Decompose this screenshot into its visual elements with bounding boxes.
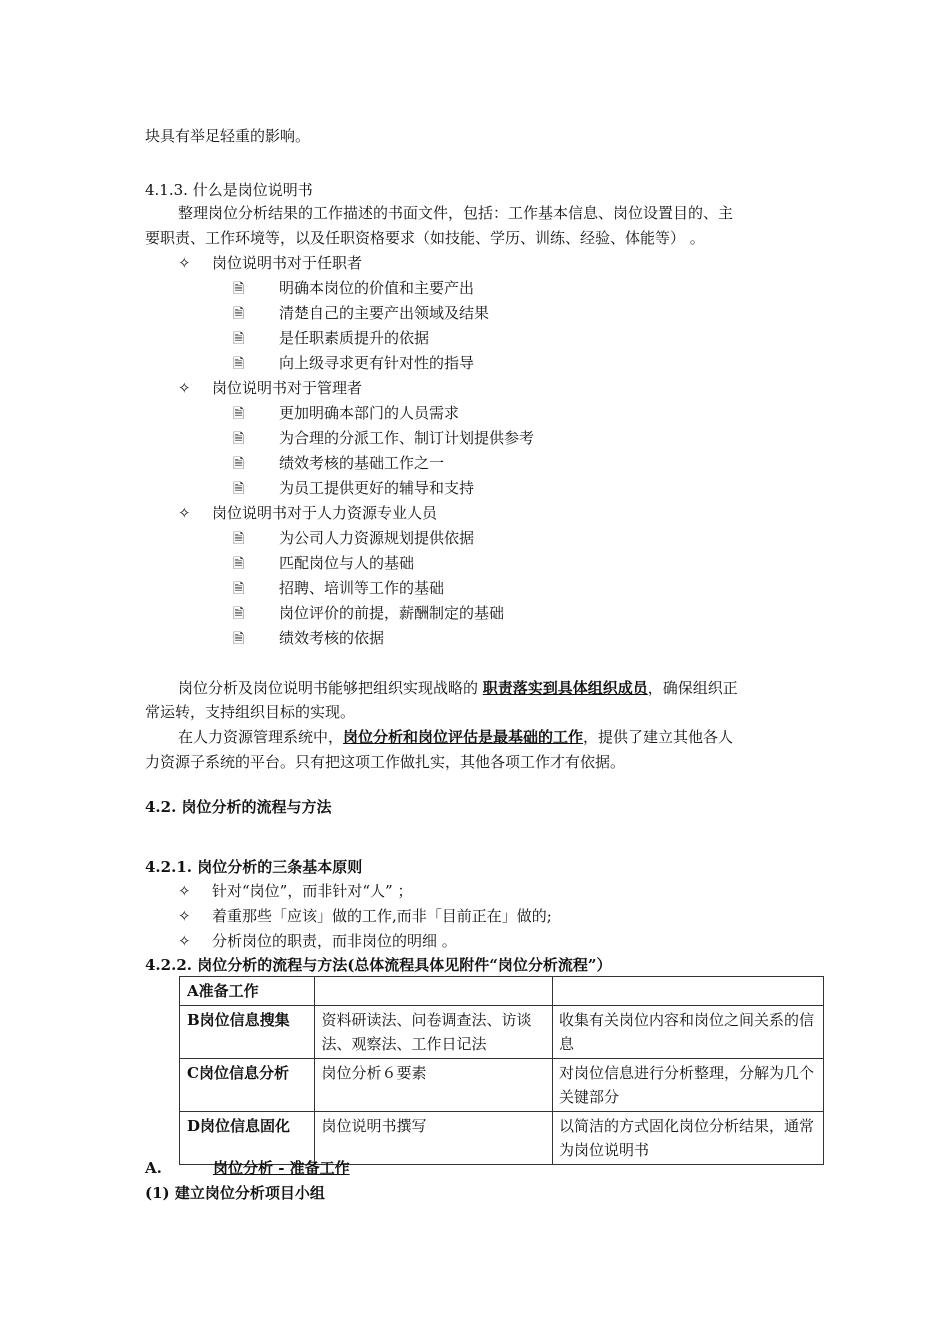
section-4-1-3-para-line2: 要职责、工作环境等，以及任职资格要求（如技能、学历、训练、经验、体能等） 。: [145, 229, 705, 247]
list-item: ✧ 岗位说明书对于管理者: [178, 379, 363, 397]
list-item: ✧ 岗位说明书对于人力资源专业人员: [178, 504, 438, 522]
list-item: 🗎 为合理的分派工作、制订计划提供参考: [233, 429, 535, 447]
list-item: 🗎 明确本岗位的价值和主要产出: [233, 279, 475, 297]
list-item: 🗎 是任职素质提升的依据: [233, 329, 430, 347]
list-item: 🗎 绩效考核的基础工作之一: [233, 454, 445, 472]
subsection-1-heading: (1) 建立岗位分析项目小组: [145, 1184, 325, 1202]
table-cell: D岗位信息固化: [180, 1112, 315, 1165]
diamond-bullet-icon: ✧: [178, 907, 191, 925]
paragraph-foundation-line2: 力资源子系统的平台。只有把这项工作做扎实，其他各项工作才有依据。: [145, 753, 626, 771]
document-bullet-icon: 🗎: [233, 356, 245, 372]
table-cell: 以简洁的方式固化岗位分析结果，通常为岗位说明书: [553, 1112, 824, 1165]
diamond-bullet-icon: ✧: [178, 379, 191, 397]
document-bullet-icon: 🗎: [233, 531, 245, 547]
table-row: [180, 1059, 824, 1112]
table-cell: 资料研读法、问卷调查法、访谈法、观察法、工作日记法: [315, 1006, 553, 1059]
diamond-bullet-icon: ✧: [178, 882, 191, 900]
document-bullet-icon: 🗎: [233, 481, 245, 497]
table-cell: [315, 977, 553, 1006]
table-cell: C岗位信息分析: [180, 1059, 315, 1112]
list-item: 🗎 清楚自己的主要产出领域及结果: [233, 304, 490, 322]
table-cell: A准备工作: [180, 977, 315, 1006]
table-cell: 对岗位信息进行分析整理，分解为几个关键部分: [553, 1059, 824, 1112]
process-method-table: [179, 976, 824, 1165]
table-row: [180, 1112, 824, 1165]
table-row: [180, 1006, 824, 1059]
diamond-bullet-icon: ✧: [178, 254, 191, 272]
table-cell: [553, 977, 824, 1006]
section-4-2-2-heading: 4.2.2. 岗位分析的流程与方法(总体流程具体见附件“岗位分析流程”）: [145, 956, 612, 974]
table-cell: 岗位说明书撰写: [315, 1112, 553, 1165]
list-item: 🗎 更加明确本部门的人员需求: [233, 404, 460, 422]
table-row: [180, 977, 824, 1006]
section-a-heading: A. 岗位分析 - 准备工作: [145, 1159, 350, 1177]
table-cell: 岗位分析６要素: [315, 1059, 553, 1112]
list-item: 🗎 匹配岗位与人的基础: [233, 554, 415, 572]
document-bullet-icon: 🗎: [233, 331, 245, 347]
document-bullet-icon: 🗎: [233, 556, 245, 572]
list-item: 🗎 为公司人力资源规划提供依据: [233, 529, 475, 547]
emphasis-text: 岗位分析和岗位评估是最基础的工作: [343, 728, 584, 746]
diamond-bullet-icon: ✧: [178, 504, 191, 522]
table-cell: 收集有关岗位内容和岗位之间关系的信息: [553, 1006, 824, 1059]
document-bullet-icon: 🗎: [233, 581, 245, 597]
section-4-2-1-heading: 4.2.1. 岗位分析的三条基本原则: [145, 858, 363, 876]
section-4-2-heading: 4.2. 岗位分析的流程与方法: [145, 798, 332, 816]
table-cell: B岗位信息搜集: [180, 1006, 315, 1059]
list-item: 🗎 绩效考核的依据: [233, 629, 385, 647]
list-item: ✧ 针对“岗位”，而非针对“人” ；: [178, 882, 413, 900]
document-bullet-icon: 🗎: [233, 281, 245, 297]
section-4-1-3-para-line1: 整理岗位分析结果的工作描述的书面文件，包括：工作基本信息、岗位设置目的、主: [178, 204, 734, 222]
list-item: 🗎 岗位评价的前提，薪酬制定的基础: [233, 604, 505, 622]
document-bullet-icon: 🗎: [233, 306, 245, 322]
list-item: 🗎 为员工提供更好的辅导和支持: [233, 479, 475, 497]
list-item: ✧ 分析岗位的职责，而非岗位的明细 。: [178, 932, 457, 950]
document-bullet-icon: 🗎: [233, 406, 245, 422]
emphasis-text: 职责落实到具体组织成员: [482, 679, 648, 697]
list-item: ✧ 岗位说明书对于任职者: [178, 254, 363, 272]
paragraph-strategy-line2: 常运转，支持组织目标的实现。: [145, 703, 356, 721]
document-bullet-icon: 🗎: [233, 606, 245, 622]
section-4-1-3-heading: 4.1.3. 什么是岗位说明书: [145, 181, 313, 199]
paragraph-strategy-line1: 岗位分析及岗位说明书能够把组织实现战略的 职责落实到具体组织成员，确保组织正: [178, 679, 738, 697]
document-bullet-icon: 🗎: [233, 456, 245, 472]
list-item: ✧ 着重那些「应该」做的工作,而非「目前正在」做的;: [178, 907, 552, 925]
document-bullet-icon: 🗎: [233, 631, 245, 647]
intro-tail: 块具有举足轻重的影响。: [145, 127, 311, 145]
list-item: 🗎 招聘、培训等工作的基础: [233, 579, 445, 597]
list-item: 🗎 向上级寻求更有针对性的指导: [233, 354, 475, 372]
paragraph-foundation-line1: 在人力资源管理系统中，岗位分析和岗位评估是最基础的工作，提供了建立其他各人: [178, 728, 734, 746]
document-bullet-icon: 🗎: [233, 431, 245, 447]
diamond-bullet-icon: ✧: [178, 932, 191, 950]
